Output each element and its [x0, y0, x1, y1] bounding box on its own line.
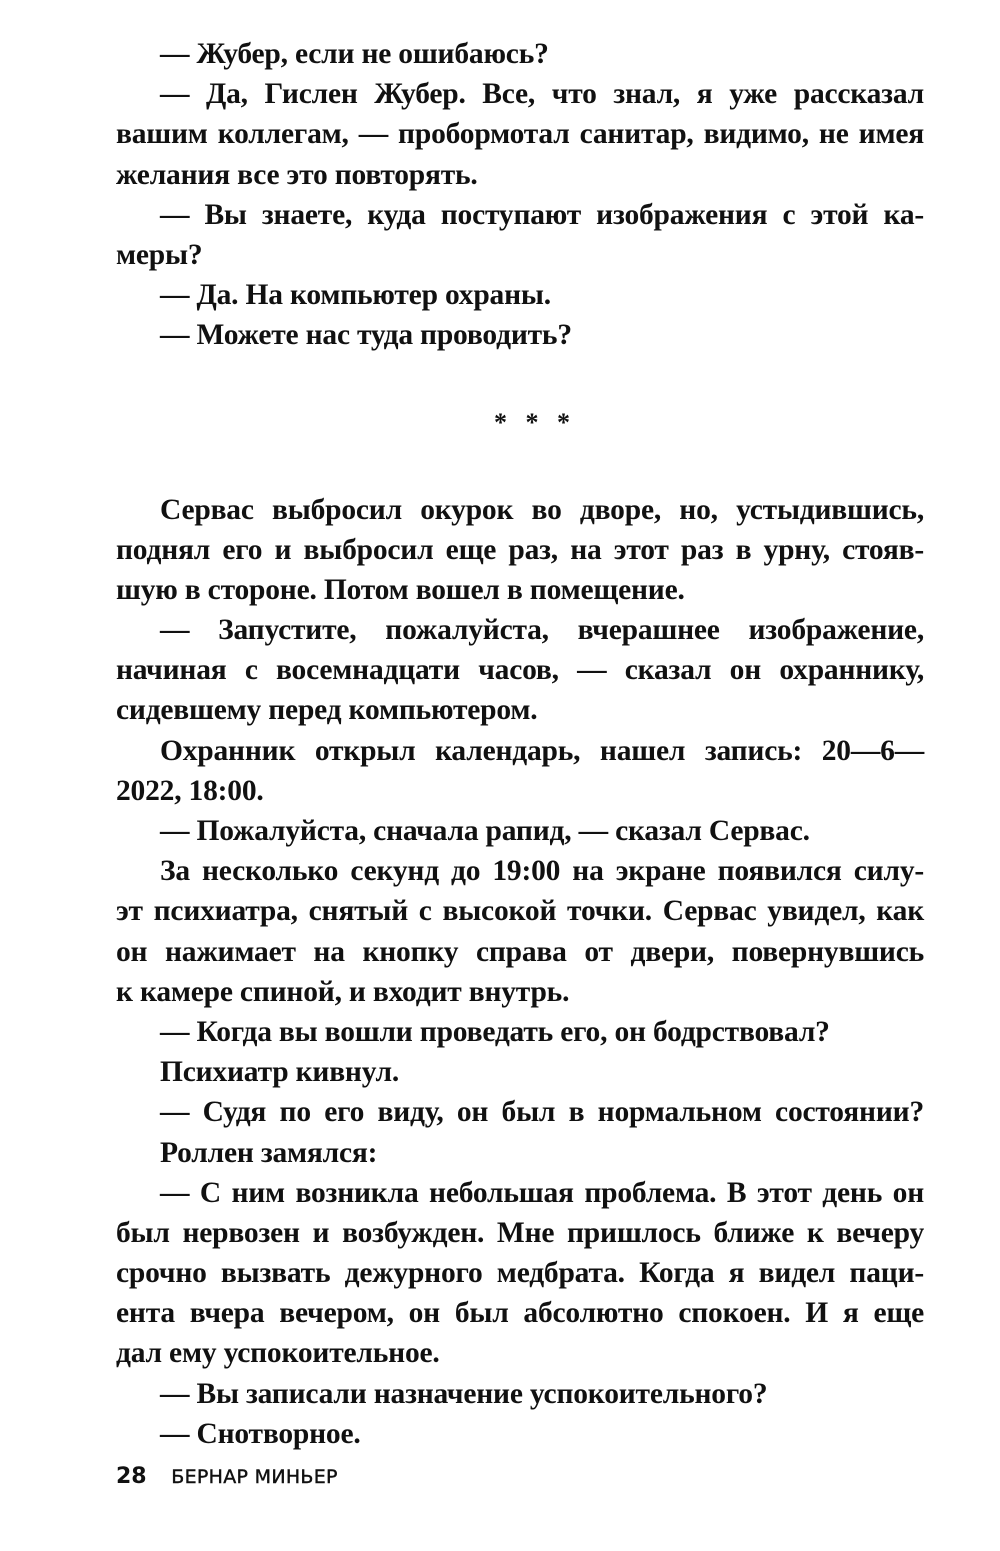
text-line: шую в стороне. Потом вошел в помещение.: [116, 573, 685, 606]
section-break: * * *: [494, 407, 576, 437]
text-line: — Можете нас туда проводить?: [160, 319, 572, 352]
text-line: — С ним возникла небольшая проблема. В этот день он: [160, 1176, 924, 1209]
text-line: вашим коллегам, — пробормотал санитар, видимо, не имея: [116, 118, 924, 151]
text-line: — Судя по его виду, он был в нормальном состоянии?: [160, 1096, 924, 1129]
text-line: — Вы знаете, куда поступают изображения с этой ка-: [160, 198, 924, 231]
text-line: — Запустите, пожалуйста, вчерашнее изображение,: [160, 614, 924, 647]
text-line: 2022, 18:00.: [116, 774, 264, 807]
text-line: Психиатр кивнул.: [160, 1056, 400, 1089]
text-line: эт психиатра, снятый с высокой точки. Сервас увидел, как: [116, 895, 924, 928]
text-line: ента вчера вечером, он был абсолютно спокоен. И я еще: [116, 1297, 924, 1330]
section-gap: [116, 443, 924, 490]
text-line: Охранник открыл календарь, нашел запись: 20—6—: [160, 734, 924, 767]
text-line: начиная с восемнадцати часов, — сказал он охраннику,: [116, 654, 924, 687]
text-line: — Когда вы вошли проведать его, он бодрствовал?: [160, 1015, 830, 1048]
page-body: [116, 34, 924, 1454]
page-number: 28: [116, 1464, 147, 1489]
text-line: — Да. На компьютер охраны.: [160, 279, 551, 312]
text-line: Сервас выбросил окурок во дворе, но, устыдившись,: [160, 493, 924, 526]
text-line: — Пожалуйста, сначала рапид, — сказал Сервас.: [160, 815, 810, 847]
text-line: поднял его и выбросил еще раз, на этот раз в урну, стояв-: [116, 533, 924, 566]
text-line: — Да, Гислен Жубер. Все, что знал, я уже рассказал: [160, 78, 924, 111]
text-line: — Вы записали назначение успокоительного?: [160, 1377, 768, 1410]
text-line: он нажимает на кнопку справа от двери, повернувшись: [116, 935, 924, 968]
text-line: — Снотворное.: [160, 1417, 361, 1450]
text-line: Роллен замялся:: [160, 1136, 378, 1169]
text-line: срочно вызвать дежурного медбрата. Когда я видел паци-: [116, 1257, 924, 1290]
text-line: сидевшему перед компьютером.: [116, 694, 538, 727]
text-line: к камере спиной, и входит внутрь.: [116, 975, 570, 1008]
text-line: — Жубер, если не ошибаюсь?: [160, 38, 549, 70]
text-line: дал ему успокоительное.: [116, 1337, 440, 1370]
author-name: БЕРНАР МИНЬЕР: [171, 1466, 338, 1488]
running-footer: [116, 1464, 338, 1489]
section-gap: [116, 356, 924, 403]
text-line: желания все это повторять.: [116, 158, 478, 191]
text-line: меры?: [116, 238, 203, 271]
text-line: За несколько секунд до 19:00 на экране появился силу-: [160, 855, 924, 888]
text-line: был нервозен и возбужден. Мне пришлось ближе к вечеру: [116, 1216, 924, 1249]
